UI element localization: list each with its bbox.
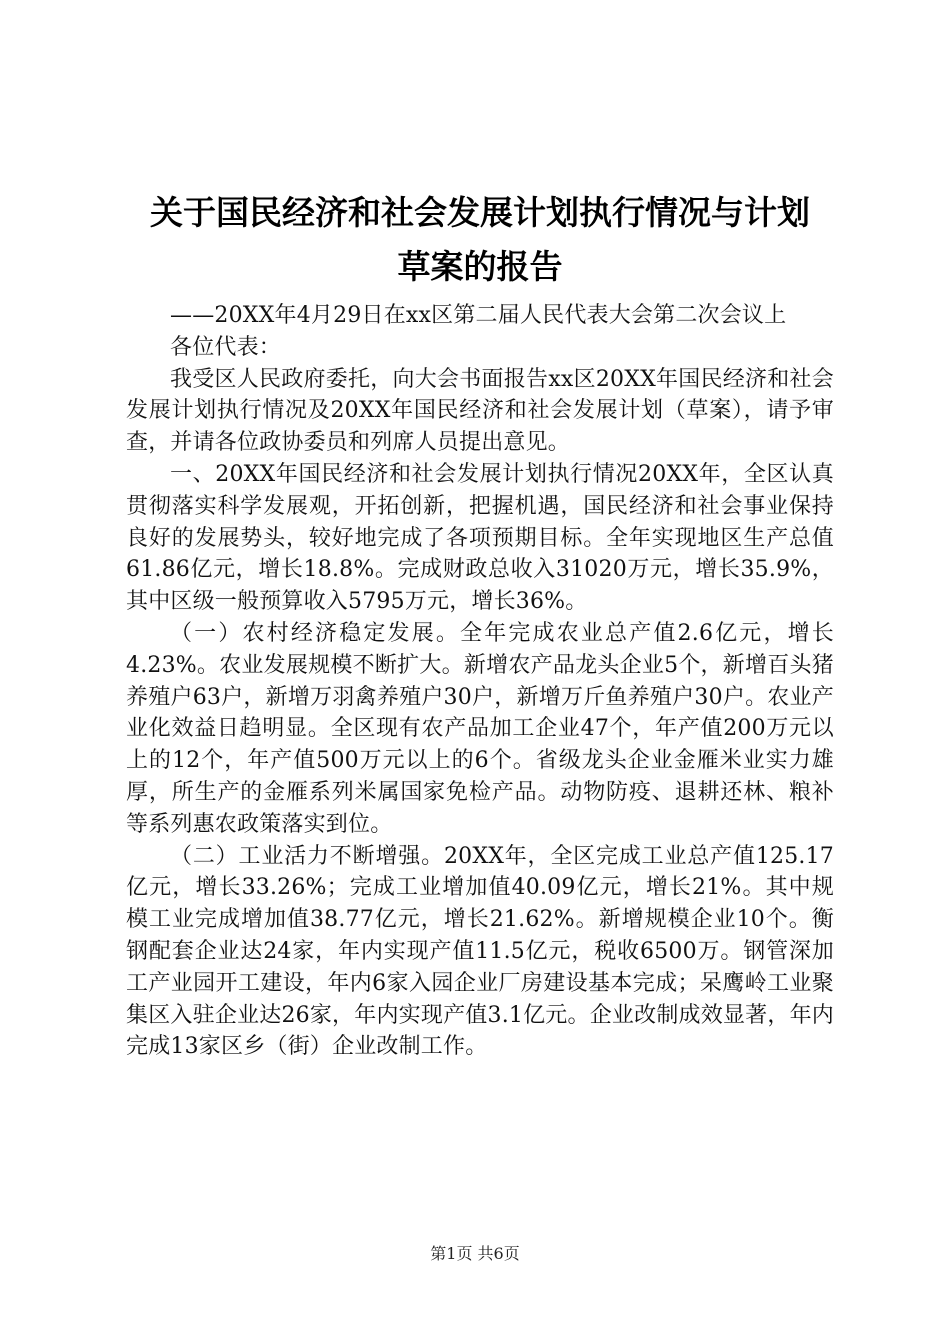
intro-paragraph: 我受区人民政府委托，向大会书面报告xx区20XX年国民经济和社会发展计划执行情况及20XX年国民经济和社会发展计划（草案），请予审查，并请各位政协委员和列席人员提出意见。 (126, 366, 834, 456)
title-line-1: 关于国民经济和社会发展计划执行情况与计划 (150, 193, 810, 232)
meeting-subtitle: ——20XX年4月29日在xx区第二届人民代表大会第二次会议上 (170, 303, 787, 328)
document-body (126, 300, 834, 1063)
section-one-paragraph: 一、20XX年国民经济和社会发展计划执行情况20XX年，全区认真贯彻落实科学发展观，开拓创新，把握机遇，国民经济和社会事业保持良好的发展势头，较好地完成了各项预期目标。全年实现地区生产总值61.86亿元，增长18.8%。完成财政总收入31020万元，增长35.9%，其中区级一般预算收入5795万元，增长36%。 (126, 461, 834, 615)
document-page (126, 186, 834, 1063)
industry-paragraph: （二）工业活力不断增强。20XX年，全区完成工业总产值125.17亿元，增长33.26%；完成工业增加值40.09亿元，增长21%。其中规模工业完成增加值38.77亿元，增长21.62%。新增规模企业10个。衡钢配套企业达24家，年内实现产值11.5亿元，税收6500万。钢管深加工产业园开工建设，年内6家入园企业厂房建设基本完成；呆鹰岭工业聚集区入驻企业达26家，年内实现产值3.1亿元。企业改制成效显著，年内完成13家区乡（街）企业改制工作。 (126, 843, 834, 1060)
title-line-2: 草案的报告 (397, 247, 563, 286)
rural-economy-paragraph: （一）农村经济稳定发展。全年完成农业总产值2.6亿元，增长4.23%。农业发展规模不断扩大。新增农产品龙头企业5个，新增百头猪养殖户63户，新增万羽禽养殖户30户，新增万斤鱼养殖户30户。农业产业化效益日趋明显。全区现有农产品加工企业47个，年产值200万元以上的12个，年产值500万元以上的6个。省级龙头企业金雁米业实力雄厚，所生产的金雁系列米属国家免检产品。动物防疫、退耕还林、粮补等系列惠农政策落实到位。 (126, 620, 834, 837)
page-footer: 第1页 共6页 (430, 1244, 520, 1263)
salutation: 各位代表： (170, 334, 282, 360)
document-title (126, 186, 834, 294)
